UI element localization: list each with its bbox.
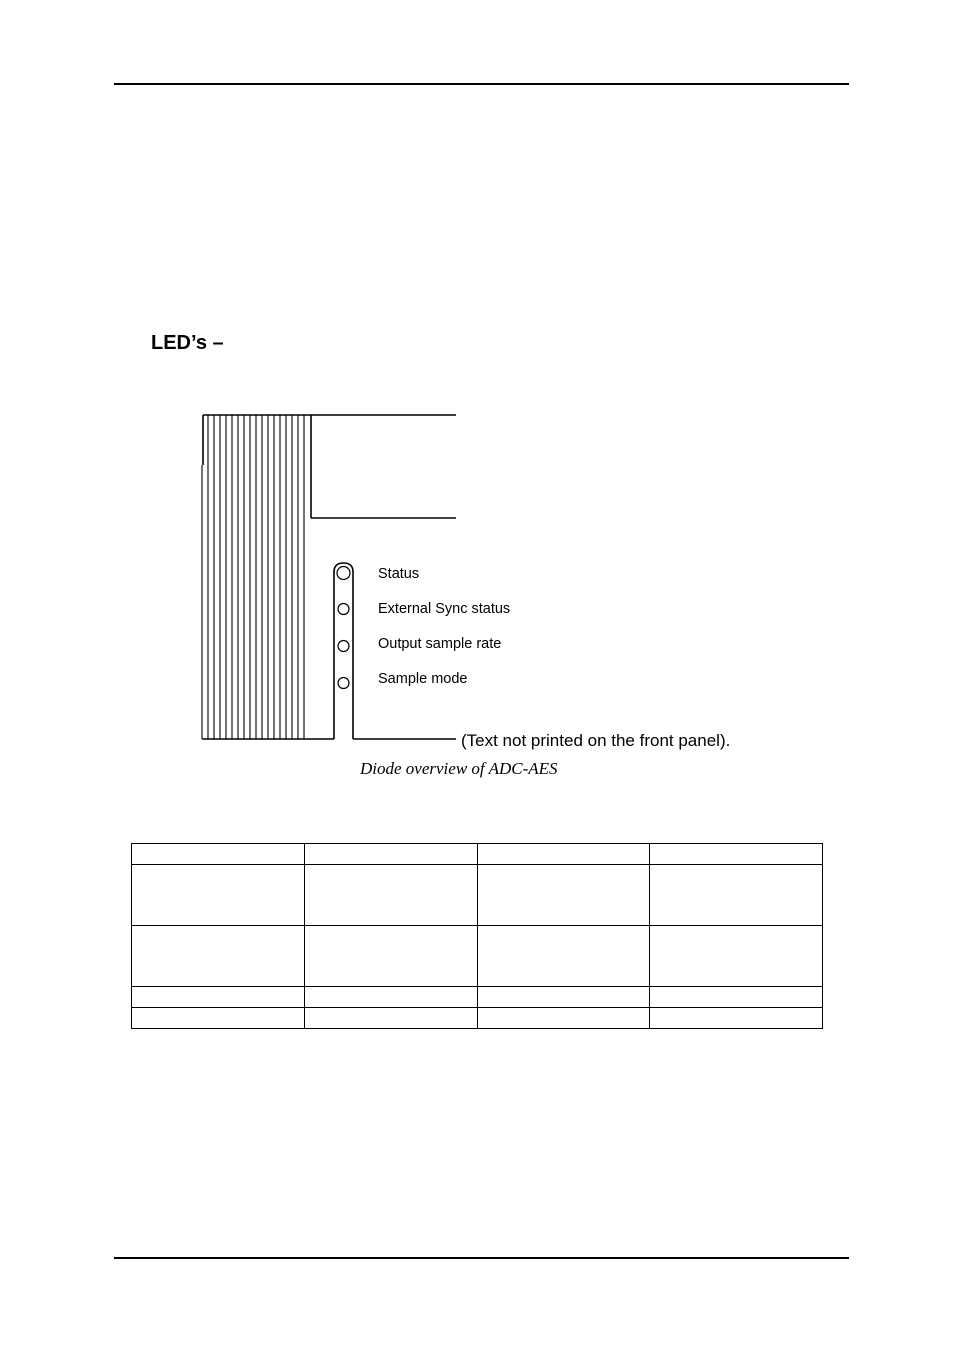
- table-cell: [132, 844, 305, 865]
- table-cell: [304, 865, 477, 926]
- table-cell: [650, 926, 823, 987]
- table-cell: [477, 844, 650, 865]
- table-cell: [650, 865, 823, 926]
- table-cell: [132, 865, 305, 926]
- section-heading: LED’s –: [151, 332, 224, 354]
- led-external-sync-status: [338, 604, 349, 615]
- led-label-status: Status: [378, 566, 420, 582]
- table-cell: [650, 1008, 823, 1029]
- footer-rule: [114, 1257, 849, 1259]
- table-cell: [132, 926, 305, 987]
- diagram-note: (Text not printed on the front panel).: [461, 731, 731, 750]
- table-row: [132, 1008, 823, 1029]
- table-cell: [132, 987, 305, 1008]
- table-cell: [304, 987, 477, 1008]
- led-label-external-sync-status: External Sync status: [378, 601, 511, 617]
- panel-ribs: [202, 415, 304, 739]
- table-cell: [477, 865, 650, 926]
- table-cell: [477, 987, 650, 1008]
- led-label-output-sample-rate: Output sample rate: [378, 636, 502, 652]
- led-output-sample-rate: [338, 641, 349, 652]
- table-cell: [304, 926, 477, 987]
- table-row: [132, 865, 823, 926]
- table-cell: [304, 1008, 477, 1029]
- table-cell: [650, 844, 823, 865]
- table-row: [132, 987, 823, 1008]
- table-row: [132, 844, 823, 865]
- led-table: [131, 843, 823, 1029]
- table-cell: [132, 1008, 305, 1029]
- table-cell: [477, 926, 650, 987]
- led-label-sample-mode: Sample mode: [378, 671, 468, 687]
- led-indicators: [337, 567, 350, 689]
- table-row: [132, 926, 823, 987]
- figure-caption: Diode overview of ADC-AES: [360, 759, 558, 778]
- table-cell: [304, 844, 477, 865]
- table-cell: [650, 987, 823, 1008]
- led-sample-mode: [338, 678, 349, 689]
- led-status: [337, 567, 350, 580]
- table-cell: [477, 1008, 650, 1029]
